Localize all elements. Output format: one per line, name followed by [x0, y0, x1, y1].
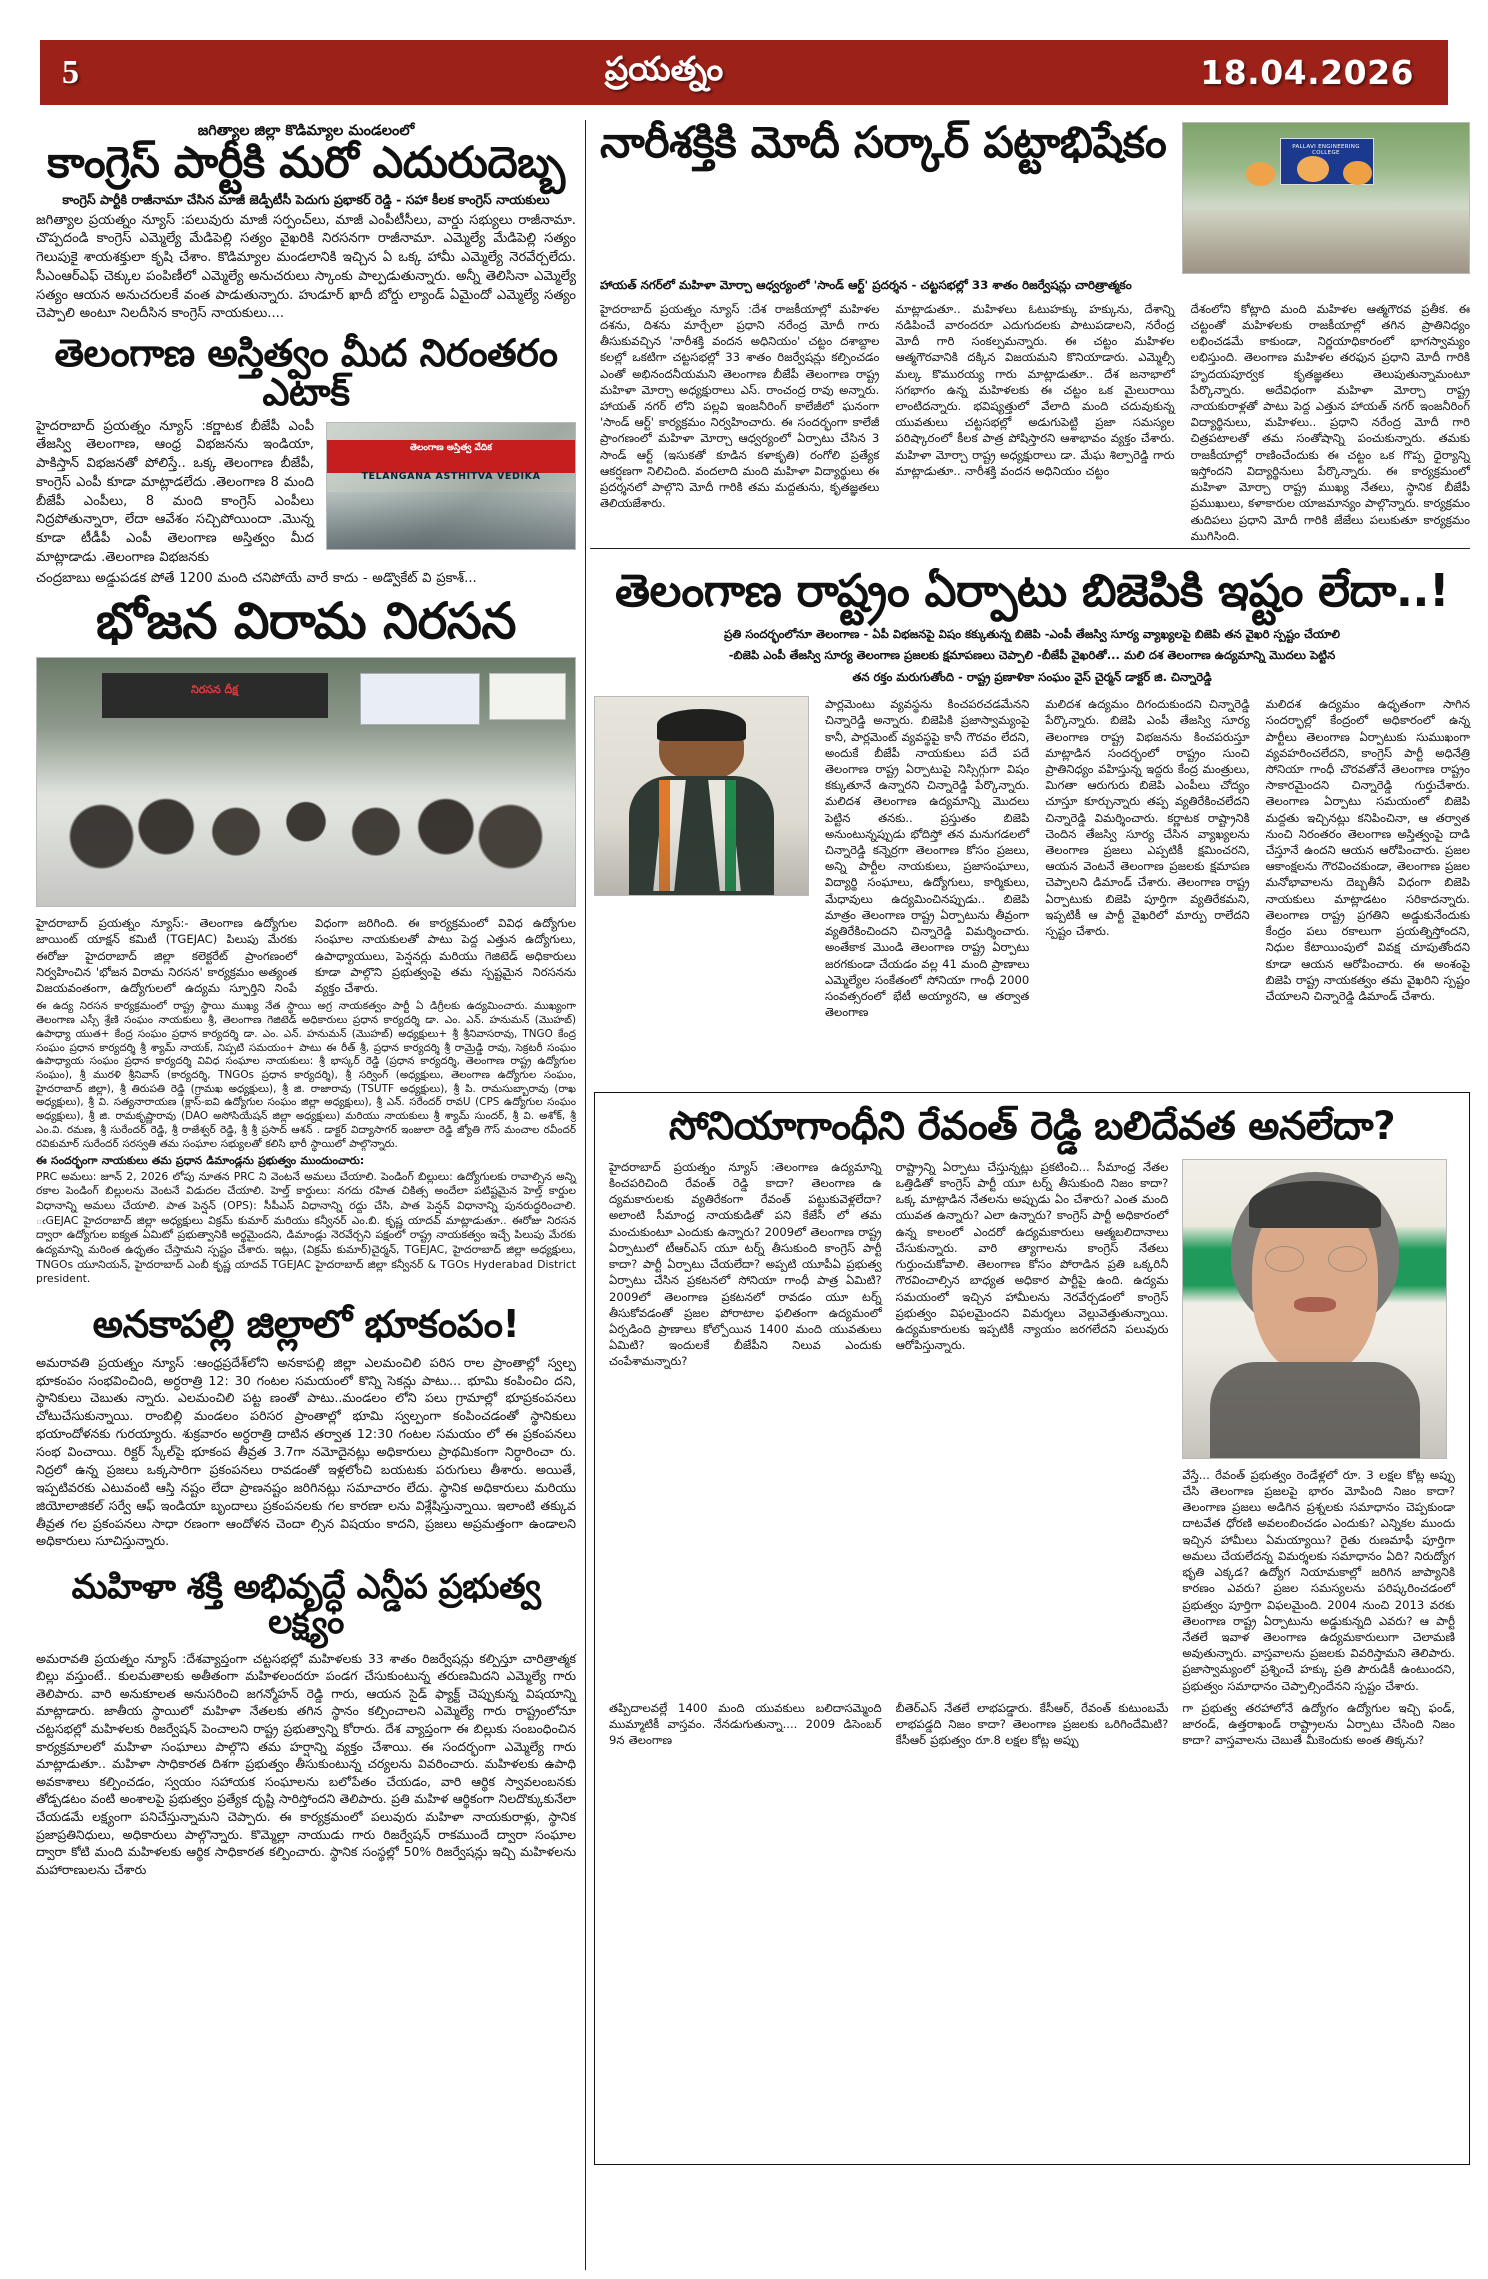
pallavi-college-photo: [1182, 122, 1470, 274]
bhojana-body-3: PRC అమలు: జూన్ 2, 2026 లోపు నూతన PRC ని వెంటనే అమలు చేయాలి. పెండింగ్ బిల్లులు: ఉద్యోగులకు రావాల్సిన అన్ని రకాల పెండింగ్ బిల్లులను వెంటనే విడుదల చేయాలి. హెల్త్ కార్డులు: నగదు రహిత చికిత్స అందేలా పటిష్టమైన హెల్త్ కార్డుల విధానాన్ని అమలు చేయాలి. పాత పెన్షన్ (OPS): సీపీఎస్ విధానాన్ని రద్దు చేసి, పాత పెన్షన్ విధానాన్ని పునరుద్ధరించాలి. ఁGEJAC హైదరాబాద్ జిల్లా అధ్యక్షులు విక్రమ్ కుమార్ మరియు కన్వీనర్ ఎం.బి. కృష్ణ యాదవ్ మాట్లాడుతూ.. ఈరోజు నిరసన ద్వారా ఉద్యోగుల ఐక్యత ఏమిటో ప్రభుత్వానికి అర్థమైందని, డిమాండ్లు నెరవేర్చని పక్షంలో రాష్ట్ర నాయకత్వం ఇచ్చే పిలుపు మేరకు ఉద్యమాన్ని మరింత ఉధృతం చేస్తామని స్పష్టం చేశారు. ఇట్లు, (విక్రమ్ కుమార్)చైర్మన్, TGEJAC, హైదరాబాద్ జిల్లా అధ్యక్షులు, TNGOs యూనియన్, హైదరాబాద్ ఎంబీ కృష్ణ యాదవ్ TGEJAC హైదరాబాద్ జిల్లా కన్వీనర్ & TGOs Hyderabad District president.: [36, 1169, 576, 1286]
modi-body-col3: దేశంలోని కోట్లాది మంది మహిళల ఆత్మగౌరవ ప్రతీక. ఈ చట్టంతో మహిళలకు రాజకీయాల్లో తగిన ప్రాతినిధ్యం లభించడమే కాకుండా, నిర్ణయాధికారంలో భాగస్వామ్యం లభిస్తుంది. తెలంగాణ మహిళల తరఫున ప్రధాని మోదీ గారికి హృదయపూర్వక కృతజ్ఞతలు తెలుపుతున్నామంటూ పేర్కొన్నారు. అదేవిధంగా మహిళా మోర్చా రాష్ట్ర నాయకురాళ్లతో పాటు పెద్ద ఎత్తున హాయత్ నగర్ ఇంజనీరింగ్ విద్యార్థినులు, మహిళలు.. ప్రధాని నరేంద్ర మోదీ గారి చిత్రపటాలతో తమ సంతోషాన్ని పంచుకున్నారు. తమకు రాజకీయాల్లో రాణించేందుకు ఈ చట్టం ఒక గొప్ప ధైర్యాన్ని ఇస్తోందని విద్యార్థినులు పేర్కొన్నారు. ఈ కార్యక్రమంలో మహిళా మోర్చా రాష్ట్ర ముఖ్య నేతలు, స్థానిక బీజేపీ ప్రముఖులు, కళాకారుల యాజమాన్యం పాల్గొన్నారు. కార్యక్రమం తుదిపలు ప్రధాని మోదీ గారికి జేజేలు పలుకుతూ కార్యక్రమం ముగిసింది.: [1190, 301, 1470, 543]
modi-narishakti-subhead: హాయత్ నగర్‌లో మహిళా మోర్చా ఆధ్వర్యంలో 'సాండ్ ఆర్ట్' ప్రదర్శన - చట్టసభల్లో 33 శాతం రిజర్వేషన్లు చారిత్రాత్మకం: [600, 278, 1132, 292]
protest-group-photo: నిరసన దీక్ష: [36, 657, 576, 907]
anakapalli-headline: అనకాపల్లి జిల్లాలో భూకంపం!: [92, 1301, 520, 1346]
publication-title: ప్రయత్నం: [604, 49, 724, 88]
sonia-revanth-headline: సోనియాగాంధీని రేవంత్ రెడ్డి బలిదేవత అనలేదా?: [668, 1104, 1396, 1149]
section-divider-1: [590, 548, 1470, 549]
telangana-attack-body-tail: చంద్రబాబు అడ్డుపడక పోతే 1200 మంది చనిపోయే వారే కాదు - అడ్వొకేట్ వి ప్రకాశ్...: [36, 570, 477, 586]
modi-body-col2: మాట్లాడుతూ.. మహిళలు ఓటుహక్కు హక్కును, దేశాన్ని నడిపించే వారందరూ ఎదుగుదలకు పాటుపడాలని, నరేంద్ర మోదీ గారి సంకల్పమన్నారు. ఈ చట్టం మహిళల ఆత్మగౌరవానికి దక్కిన విజయమని కొనియాడారు. ఎమ్మెల్సీ మల్క కొమురయ్య గారు మాట్లాడుతూ.. దేశ జనాభాలో సగభాగం ఉన్న మహిళలకు ఈ చట్టం ఒక మైలురాయి లాంటిదన్నారు. భవిష్యత్తులో వేలాది మంది చదువుకున్న యువతులు చట్టసభల్లో అడుగుపెట్టి ప్రజా సమస్యల పరిష్కారంలో కీలక పాత్ర పోషిస్తారని ఆశాభావం వ్యక్తం చేశారు. మహిళా మోర్చా రాష్ట్ర అధ్యక్షురాలు డా. మేఘ శిల్పారెడ్డి గారు మాట్లాడుతూ.. నారీశక్తి వందన అధినియం చట్టం: [895, 301, 1175, 478]
bjp-telangana-headline: తెలంగాణ రాష్ట్రం ఏర్పాటు బిజెపికి ఇష్టం లేదా..!: [614, 564, 1450, 617]
article-anakapalli-quake: [36, 1301, 576, 1550]
page-number: 5: [62, 53, 80, 91]
telangana-attack-body: హైదరాబాద్ ప్రయత్నం న్యూస్ :కర్ణాటక బీజేపీ ఎంపీ తేజస్వి తెలంగాణ, ఆంధ్ర విభజనను ఇండియా, పాకిస్తాన్ విభజనతో పోలిస్తే.. ఒక్క తెలంగాణ బీజేపీ, కాంగ్రెస్ ఎంపీ కూడా మాట్లాడలేదు .తెలంగాణ 8 మంది బీజేపీ ఎంపీలు, 8 మంది కాంగ్రెస్ ఎంపీలు నిద్రపోతున్నారా, లేదా ఆవేశం సచ్చిపోయిందా .మొన్న కూడా టీడీపీ ఎంపీ తెలంగాణ అస్తిత్వం మీద మాట్లాడాడు .తెలంగాణ విభజనకు: [36, 418, 314, 565]
college-banner-text: PALLAVI ENGINEERING COLLEGE: [1292, 144, 1360, 156]
telangana-attack-headline: తెలంగాణ అస్తిత్వం మీద నిరంతరం ఎటాక్: [54, 331, 558, 414]
congress-kicker: జగిత్యాల జిల్లా కొడిమ్యాల మండలంలో: [197, 123, 415, 139]
sonia-gandhi-photo: [1182, 1159, 1447, 1459]
bjp-subhead-line1: ప్రతి సందర్భంలోనూ తెలంగాణ - ఏపీ విభజనపై విషం కక్కుతున్న బిజెపి -ఎంపీ తేజస్వి సూర్య వ్యాఖ్యలపై బిజెపి తన వైఖరి స్పష్టం చేయాలి: [723, 626, 1341, 641]
congress-headline: కాంగ్రెస్ పార్టీకి మరో ఎదురుదెబ్బ: [47, 138, 565, 189]
article-modi-narishakti: [600, 118, 1470, 544]
sonia-body-col3: వేస్తే... రేవంత్ ప్రభుత్వం రెండేళ్లలో రూ. 3 లక్షల కోట్ల అప్పు చేసి తెలంగాణ ప్రజలపై భారం మోపింది నిజం కాదా? తెలంగాణ ప్రజలు అడిగిన ప్రశ్నలకు సమాధానం చెప్పకుండా దాటవేత ధోరణి అవలంబించడం ఎందుకు? ఎన్నికల ముందు ఇచ్చిన హామీలు ఏమయ్యాయి? రైతు రుణమాఫీ పూర్తిగా అమలు చేయలేదన్న విమర్శలకు సమాధానం ఏది? నిరుద్యోగ భృతి ఎక్కడ? ఉద్యోగ నియామకాల్లో జరిగిన జాప్యానికి కారణం ఎవరు? ప్రజల సమస్యలను పరిష్కరించడంలో ప్రభుత్వం పూర్తిగా విఫలమైంది. 2004 నుంచి 2013 వరకు తెలంగాణ రాష్ట్ర ఏర్పాటును అడ్డుకున్నది ఎవరు? ఆ పార్టీ నేతలే ఇవాళ తెలంగాణ ఉద్యమకారులుగా చెలామణి అవుతున్నారు. వాస్తవాలను ప్రజలకు వివరిస్తామని తెలిపారు. ప్రజాస్వామ్యంలో ప్రశ్నించే హక్కు ప్రతి పౌరుడికీ ఉంటుందని, ప్రభుత్వం సమాధానం చెప్పాల్సిందేనని స్పష్టం చేశారు.: [1182, 1467, 1456, 1693]
sonia-tail-col1: తప్పిదాలవల్లే 1400 మంది యువకులు బలిదాసమ్మెంది ముమ్మాటికీ వాస్తవం. నేనడుగుతున్నా.... 2009 డిసెంబర్ 9న తెలంగాణ: [609, 1700, 882, 1748]
article-congress-setback: [36, 122, 576, 324]
mahila-shakti-headline: మహిళా శక్తి అభివృద్ధే ఎన్డీప ప్రభుత్వ లక్ష్యం: [71, 1567, 541, 1642]
article-telangana-attack: [36, 331, 576, 588]
sonia-body-col2: రాష్ట్రాన్ని ఏర్పాటు చేస్తున్నట్లు ప్రకటించి... సీమాంధ్ర నేతల ఒత్తిడితో కాంగ్రెస్ పార్టీ యూ టర్న్ తీసుకుంది నిజం కాదా? ఒక్క మాట్లాడిన నేతలను అప్పుడు ఏం చేశారు? ఎంత మంది యువత ఉన్నారు? ఎలా ఉన్నారు? కాంగ్రెస్ పార్టీ అధికారంలో ఉన్న కాలంలో ఎందరో ఉద్యమకారులు ఆత్మబలిదానాలు చేసుకున్నారు. వారి త్యాగాలను కాంగ్రెస్ నేతలు గుర్తుంచుకోవాలి. తెలంగాణ కోసం పోరాడిన ప్రతి ఒక్కరినీ గౌరవించాల్సిన బాధ్యత అధికార పార్టీపై ఉంది. ఉద్యమ సమయంలో ఇచ్చిన హామీలను నెరవేర్చడంలో కాంగ్రెస్ ప్రభుత్వం విఫలమైందని విమర్శలు వెల్లువెత్తుతున్నాయి. ఉద్యమకారులకు ఇప్పటికీ న్యాయం జరగలేదని పలువురు ఆరోపిస్తున్నారు.: [895, 1159, 1169, 1353]
telangana-vedika-photo: [326, 422, 576, 550]
bjp-subhead-line2: -బిజెపి ఎంపీ తేజస్వి సూర్య తెలంగాణ ప్రజలకు క్షమాపణలు చెప్పాలి -బీజేపీ వైఖరితో... మలి దశ తెలంగాణ ఉద్యమాన్ని మొదలు పెట్టిన: [728, 648, 1336, 663]
sonia-tail-col3: గా ప్రభుత్వ తరహాలోనే ఉద్యోగం ఉద్యోగుల ఇచ్చి ఫండ్, జారండ్, ఉత్తరాఖండ్ రాష్ట్రాలను ఏర్పాటు చేసింది నిజం కాదా? వాస్తవాలను చెబుతే మీకెందుకు అంత తిక్కను?: [1182, 1700, 1456, 1748]
article-bjp-telangana: [594, 556, 1470, 1020]
column-divider-1: [585, 120, 586, 2270]
publication-date: 18.04.2026: [1200, 53, 1414, 92]
sonia-body-col1: హైదరాబాద్ ప్రయత్నం న్యూస్ :తెలంగాణ ఉద్యమాన్ని కించపరిచింది రేవంత్ రెడ్డి కాదా? తెలంగాణ ఉ ద్యమకారులకు వ్యతిరేకంగా రేవంత్ పట్టుకువెళ్లలేదా? అలాంటి సీమాంధ్ర నాయకుడితో పని కేజేసీ లో తమ మంచుకుంటూ ఎందుకు ఉన్నారు? 2009లో తెలంగాణ రాష్ట్ర ఏర్పాటులో టీఆర్ఎస్ యూ టర్న్ తీసుకుంది కాంగ్రెస్ పార్టీ కాదా? పార్టీ ఏర్పాటు చేయలేదా? అప్పటి యూపీఏ ప్రభుత్వ ఏర్పాటు చేసిన ప్రకటనలో సోనియా గాంధీ పాత్ర ఏమిటి? 2009లో తెలంగాణ ప్రకటనలో రావడం యూ టర్న్ తీసుకోవడంతో ప్రజల పోరాటాల ఫలితంగా ఉద్యమంలో ఏర్పడింది ప్రాణాలు కోల్పోయిన 1400 మంది యువతులు ఏమిటి? ఇందులకే బీజేపీని నిలువ ఎందుకు చంపేశామన్నారు?: [609, 1159, 882, 1369]
bjp-body-col3: మలిదశ ఉద్యమం ఉధృతంగా సాగిన సందర్భాల్లో కేంద్రంలో అధికారంలో ఉన్న పార్టీలు తెలంగాణ ఏర్పాటుకు సుముఖంగా వ్యవహరించలేదని, కాంగ్రెస్ పార్టీ అధినేత్రి సోనియా గాంధీ చొరవతోనే తెలంగాణ రాష్ట్రం సాకారమైందని చిన్నారెడ్డి గుర్తుచేశారు. తెలంగాణ ఏర్పాటు సమయంలో బిజెపి మద్దతు ఇచ్చినట్లు కనిపించినా, ఆ తర్వాత నుంచి నిరంతరం తెలంగాణ అస్తిత్వంపై దాడి చేస్తూనే ఉందని ఆయన ఆరోపించారు. ప్రజల ఆకాంక్షలను గౌరవించకుండా, తెలంగాణ ప్రజల మనోభావాలను దెబ్బతీసే విధంగా బిజెపి నాయకులు మాట్లాడటం సరికాదన్నారు. తెలంగాణ రాష్ట్ర ప్రగతిని అడ్డుకునేందుకు కేంద్రం పలు రకాలుగా ప్రయత్నిస్తోందని, నిధుల కేటాయింపులో వివక్ష చూపుతోందని కూడా ఆయన ఆరోపించారు. ఈ అంశంపై బిజెపి రాష్ట్ర నాయకత్వం తమ వైఖరిని స్పష్టం చేయాలని చిన్నారెడ్డి డిమాండ్ చేశారు.: [1265, 697, 1470, 1003]
left-column: [36, 122, 576, 1879]
congress-subhead: కాంగ్రెస్ పార్టీకి రాజీనామా చేసిన మాజీ జెడ్పీటీసీ పెదుగు ప్రభాకర్ రెడ్డి - సహా కీలక కాంగ్రెస్ నాయకులు: [62, 191, 550, 207]
masthead-banner: [40, 40, 1448, 105]
mahila-shakti-body: అమరావతి ప్రయత్నం న్యూస్ :దేశవ్యాప్తంగా చట్టసభల్లో మహిళలకు 33 శాతం రిజర్వేషన్లు కల్పిస్తూ చారిత్రాత్మక బిల్లు వస్తుంటే.. కులమతాలకు అతీతంగా మహిళలందరూ పండగ చేసుకుంటున్న తరుణమిదని ఎమ్మెల్యే గారు తెలిపారు. వారి అనుకూలత అనుసరించి జగన్మోహన్ రెడ్డి గారు, ఆయన సైడ్ ఫ్యాక్ట్ చెప్పుకున్న విషయాన్ని మాట్లాడారు. జాతీయ స్థాయిలో మహిళా నేతలకు తగిన స్థానం కల్పించాలని ఎమ్మెల్యే గారు రాష్ట్రంలోనూ చట్టసభల్లో మహిళలకు రిజర్వేషన్ పెంచాలని రాష్ట్ర ప్రభుత్వాన్ని కోరారు. దేశ వ్యాప్తంగా ఈ బిల్లుకు సంబంధించిన కార్యక్రమాలలో మహిళా సంఘాలు పాల్గొని తమ హర్షాన్ని వ్యక్తం చేశాయి. ఈ సందర్భంగా ఎమ్మెల్యే గారు మాట్లాడుతూ.. మహిళా సాధికారత దిశగా ప్రభుత్వం తీసుకుంటున్న చర్యలను వివరించారు. మహిళలకు ఉపాధి అవకాశాలు కల్పించడం, స్వయం సహాయక సంఘాలను బలోపేతం చేయడం, వారి ఆర్థిక స్వావలంబనకు తోడ్పడటం వంటి అంశాలపై ప్రభుత్వం ప్రత్యేక దృష్టి సారిస్తోందని తెలిపారు. ప్రతి మహిళ ఆర్థికంగా నిలదొక్కుకునేలా చేయడమే లక్ష్యంగా పనిచేస్తున్నామని చెప్పారు. ఈ కార్యక్రమంలో పలువురు మహిళా నాయకురాళ్లు, స్థానిక ప్రజాప్రతినిధులు, అధికారులు పాల్గొన్నారు. కొమ్మెల్లా నాయుడు గారు రిజర్వేషన్ రాకముందే ద్వారా సంఘాల ద్వారా కోటి మంది మహిళలకు ఆర్థిక సాధికారత కల్పించారు. స్థానిక సంస్థల్లో 50% రిజర్వేషన్లు ఇచ్చి మహిళలను మహారాణులను చేశారు: [36, 1650, 576, 1877]
article-mahila-shakti: [36, 1567, 576, 1878]
article-sonia-revanth: [594, 1092, 1470, 2165]
anakapalli-body: అమరావతి ప్రయత్నం న్యూస్ :ఆంధ్రప్రదేశ్‌లోని అనకాపల్లి జిల్లా ఎలమంచిలి పరిస రాల ప్రాంతాల్లో స్వల్ప భూకంపం సంభవించింది, అర్ధరాత్రి 12: 30 గంటల సమయంలో కొన్ని సెకన్లు పాటు... భూమి కంపించిం దని, స్థానికులు చెబుతు న్నారు. ఎలమంచిలి పట్ట ణంతో పాటు..మండలం లోని పలు గ్రామాల్లో భూప్రకంపనలు చోటుచేసుకున్నాయి. రాంబిల్లి మండలం పరిసర ప్రాంతాల్లో భూమి స్వల్పంగా కంపించడంతో స్థానికులు భయాందోళనకు గురయ్యారు. శుక్రవారం అర్ధరాత్రి దాటిన తర్వాత 12:30 గంటల సమయం లో ఈ ప్రకంపనలు సంభ వించాయి. రిక్టర్ స్కేల్‌పై భూకంప తీవ్రత 3.7గా నమోదైనట్లు అధికారులు ప్రాథమికంగా నిర్ధారించా రు. నిద్రలో ఉన్న ప్రజలు ఒక్కసారిగా ప్రకంపనలు రావడంతో ఇళ్లలోంచి బయటకు పరుగులు తీశారు. అయితే, ఇప్పటివరకు ఎటువంటి ఆస్తి నష్టం లేదా ప్రాణనష్టం జరిగినట్లు సమాచారం లేదు. స్థానిక అధికారులు మరియు జియోలాజికల్ సర్వే ఆఫ్ ఇండియా బృందాలు ప్రకంపనలకు గల కారణా లను విశ్లేషిస్తున్నాయి. ఇలాంటి తక్కువ తీవ్రత గల ప్రకంపనలు సాధా రణంగా ఆందోళన చెందా ల్సిన విషయం కాదని, ప్రజలు అప్రమత్తంగా ఉండాలని అధికారులు సూచిస్తున్నారు.: [36, 1354, 576, 1549]
bhojana-body-2: ఈ ఉద్య నిరసన కార్యక్రమంలో రాష్ట్ర స్థాయి ముఖ్య నేత స్థాయి అగ్ర నాయకత్వం పార్టీ ఏ డిగ్రీలకు ఉద్యమించారు. ముఖ్యంగా తెలంగాణ ఎస్సీ శ్రేణి సంఘం నాయకులు శ్రీ, తెలంగాణ గెజిటెడ్ అధికారులు ప్రధాన కార్యదర్శి డా. ఎం. ఎన్. హనుమన్ (మొహబ్) ఉపాధ్యా యుత+ కేంద్ర సంఘం ప్రధాన కార్యదర్శి డా. ఎం. ఎన్. హనుమన్ (మొహబ్) అధ్యక్షులు+ శ్రీ శ్రీనివాసరావు, TNGO కేంద్ర సంఘం ప్రధాన కార్యదర్శి శ్రీ శ్యామ్ నాయక్, నిప్పటి సమయం+ పాటు ఈ రీత్ శ్రీ, ప్రధాన కార్యదర్శి శ్రీ రామ్రెడ్డి రావు, సెక్రటరీ సంఘం ఉపాధ్యాయ సంఘం ప్రధాన కార్యదర్శి వివిధ సంఘాల నాయకులు: శ్రీ భాస్కర్ రెడ్డి (ప్రధాన కార్యదర్శి, తెలంగాణ రాష్ట్ర ఉద్యోగుల సంఘం), శ్రీ మురళి శ్రీనివాస్ (కార్యదర్శి, TNGOs ప్రధాన కార్యదర్శి), శ్రీ సర్వింగ్ (అధ్యక్షులు, తెలంగాణ ఉద్యోగుల సంఘం, హైదరాబాద్ జిల్లా), శ్రీ తిరుపతి రెడ్డి (గ్రామఖ అధ్యక్షులు), శ్రీ జి. రాజారావు (TSUTF అధ్యక్షులు), శ్రీ పి. రామసుబ్బారావు (రాఖ అధ్యక్షులు), శ్రీ వి. సత్యనారాయణ (క్లాస్-ఐవి ఉద్యోగుల సంఘం జిల్లా అధ్యక్షులు), శ్రీ ఎన్. సరేందర్ రావU (CPS ఉద్యోగుల సంఘం అధ్యక్షులు), శ్రీ జి. రామకృష్ణారావు (DAO అసోసియేషన్ జిల్లా అధ్యక్షులు) మరియు నాయకులు శ్రీ శ్యామ్ సుందర్, శ్రీ వి. అశోక్, శ్రీ ఎం.వి. రమణ, శ్రీ సురేందర్ రెడ్డి, శ్రీ రాజేశ్వర్ రెడ్డి, శ్రీ శ్రీ ప్రసాద్ ఆశన్ . డాక్టర్ విద్యాసాగర్ ఇంజులా రెడ్డి జ్యోతి గౌస్ మంచాల రవీందర్ రవికుమార్ సురేందర్ సరస్వతి తమ సంఘాల సభ్యులతో కలిసి భారీ స్థాయిలో పాల్గొన్నారు.: [36, 1000, 576, 1150]
sonia-tail-col2: బీతెర్ఎస్ నేతలే లాభపడ్డారు. కేసీఆర్, రేవంత్ కుటుంబమే లాభపడ్డది నిజం కాదా? తెలంగాణ ప్రజలకు ఒరిగిందేమిటి? కేసీఆర్ ప్రభుత్వం రూ.8 లక్షల కోట్ల అప్పు: [895, 1700, 1169, 1748]
article-bhojana-virama: [36, 592, 576, 1287]
bhojana-body-1: హైదరాబాద్ ప్రయత్నం న్యూస్:- తెలంగాణ ఉద్యోగుల జాయింట్ యాక్షన్ కమిటీ (TGEJAC) పిలుపు మేరకు ఈరోజు హైదరాబాద్ జిల్లా కలెక్టరేట్ ప్రాంగణంలో నిర్వహించిన 'భోజన విరామ నిరసన' కార్యక్రమం అత్యంత విజయవంతంగా, ఉద్యోగులలో ఉద్యమ స్ఫూర్తిని నింపే విధంగా జరిగింది. ఈ కార్యక్రమంలో వివిధ ఉద్యోగుల సంఘాల నాయకులతో పాటు పెద్ద ఎత్తున ఉద్యోగులు, ఉపాధ్యాయులు, పెన్షనర్లు మరియు గెజిటెడ్ అధికారులు కూడా పాల్గొని ప్రభుత్వంపై తమ స్పష్టమైన నిరసనను వ్యక్తం చేశారు.: [36, 916, 576, 996]
photo-banner-english: TELANGANA ASTHITVA VEDIKA: [361, 470, 541, 482]
modi-narishakti-headline: నారీశక్తికి మోదీ సర్కార్ పట్టాభిషేకం: [600, 118, 1167, 168]
modi-body-col1: హైదరాబాద్ ప్రయత్నం న్యూస్ :దేశ రాజకీయాల్లో మహిళల దశను, దిశను మార్చేలా ప్రధాని నరేంద్ర మోదీ గారు తీసుకువచ్చిన 'నారీశక్తి వందన అధినియం' చట్టం దశాబ్దాల కలల్లో ఒకటిగా చట్టసభల్లో 33 శాతం రిజర్వేషన్లు కల్పించడం ఎంతో అభినందనీయమని తెలంగాణ బీజేపీ తెలంగాణ రాష్ట్ర మహిళా మోర్చా అధ్యక్షురాలు ఎస్. రాంచంద్ర రావు అన్నారు. హాయత్ నగర్ లోని పల్లవి ఇంజనీరింగ్ కాలేజీలో ఘనంగా 'సాండ్ ఆర్ట్' కార్యక్రమం నిర్వహించారు. ఈ సందర్భంగా కాలేజీ ప్రాంగణంలో మహిళా మోర్చా ఆధ్వర్యంలో ఏర్పాటు చేసిన 3 సాండ్ ఆర్ట్ (ఇసుకతో కూడిన కళాకృతి) రంగోలి ప్రత్యేక ఆకర్షణగా నిలిచింది. వందలాది మంది మహిళా విద్యార్థులు ఈ ప్రదర్శనలో పాల్గొని మోదీ గారికి తమ మద్దతును, కృతజ్ఞతలు తెలియజేశారు.: [600, 301, 880, 511]
photo-banner-telugu: తెలంగాణ అస్తిత్వ వేదిక: [410, 442, 492, 453]
bjp-body-col1: పార్లమెంటు వ్యవస్థను కించపరచడమేనని చిన్నారెడ్డి అన్నారు. బిజెపికి ప్రజాస్వామ్యంపై కానీ, పార్లమెంట్ వ్యవస్థపై కానీ గౌరవం లేదని, అందుకే బీజేపీ నాయకులు పదే పదే తెలంగాణ రాష్ట్ర ఏర్పాటుపై నిస్సిగ్గుగా విషం కక్కుతూనే ఉన్నారని చిన్నారెడ్డి పేర్కొన్నారు. మలిదశ తెలంగాణ ఉద్యమాన్ని మొదలు పెట్టిన తనకు.. ప్రస్తుతం బిజెపి అనుంటున్నప్పుడు భోదిస్తో తన మనుగడలలో చిన్నారెడ్డి కన్నెర్రగా తెలంగాణ కోసం ప్రజలు, అన్ని పార్టీల నాయకులు, ప్రజాసంఘాలు, విద్యార్థి సంఘాలు, ఉద్యోగులు, కార్మికులు, మేధావులు ఉద్యమించినప్పుడు.. బిజెపి మాత్రం తెలంగాణ రాష్ట్ర ఏర్పాటును తీవ్రంగా వ్యతిరేకించిందని చిన్నారెడ్డి విమర్శించారు. అంతేకాక మొండి తెలంగాణ రాష్ట్ర ఏర్పాటు జరగకుండా చేయడం వల్ల 41 మంది ప్రాణాలు ఎమ్మెల్యేల సంకేతంలో సోనియా గాంధీ 2000 సంవత్సరంలో భేటీ అయ్యారని, ఆ తర్వాత తెలంగాణ: [825, 697, 1030, 1020]
bjp-body-col2: మలిదశ ఉద్యమం దిగందుకుందని చిన్నారెడ్డి పేర్కొన్నారు. బిజెపి ఎంపీ తేజస్వి సూర్య తెలంగాణ రాష్ట్ర విభజనను కించపరుస్తూ మాట్లాడిన సందర్భంలో రాష్ట్రం సుంచి ప్రాతినిధ్యం వహిస్తున్న ఇద్దరు కేంద్ర మంత్రులు, మిగతా ఆరుగురు బిజెపి ఎంపీలు చోద్యం చూస్తూ కూర్చున్నారు తప్ప వ్యతిరేకించలేదని చిన్నారెడ్డి విమర్శించారు. కర్ణాటక రాష్ట్రానికి చెందిన తేజస్వి సూర్య చేసిన వ్యాఖ్యలను తెలంగాణ ప్రజలు ఎప్పటికీ క్షమించరని, ఆయన వెంటనే తెలంగాణ ప్రజలకు క్షమాపణ చెప్పాలని డిమాండ్ చేశారు. తెలంగాణ రాష్ట్ర ఏర్పాటుకు బిజెపి పూర్తిగా వ్యతిరేకమని, ఇప్పటికీ ఆ పార్టీ వైఖరిలో మార్పు రాలేదని స్పష్టం చేశారు.: [1045, 697, 1250, 939]
bhojana-headline: భోజన విరామ నిరసన: [96, 592, 516, 651]
bjp-subhead-line3: తన రక్తం మరుగుతోంది - రాష్ట్ర ప్రణాళికా సంఘం వైస్ చైర్మన్ డాక్టర్ జి. చిన్నారెడ్డి: [852, 669, 1212, 684]
bhojana-demands-lead: ఈ సందర్భంగా నాయకులు తమ ప్రధాన డిమాండ్లను ప్రభుత్వం ముందుంచారు:: [36, 1154, 365, 1168]
congress-body: జగిత్యాల ప్రయత్నం న్యూస్ :పలువురు మాజీ సర్పంచ్‌లు, మాజీ ఎంపీటీసీలు, వార్డు సభ్యులు రాజీనామా. చొప్పదండి కాంగ్రెస్ ఎమ్మెల్యే మేడిపెల్లి సత్యం వైఖరికి నిరసనగా రాజీనామా. ఎమ్మెల్యే మేడిపెల్లి సత్యం గెలుపుకై శాయశక్తులా కృషి చేశాం. కొడిమ్యాల మండలానికి ఇచ్చిన ఏ ఒక్క హామీ ఎమ్మెల్యే నెరవేర్చలేదు. సీఎంఆర్ఎఫ్ చెక్కుల పంపిణీలో ఎమ్మెల్యే అనుచరులు స్కాంకు పాల్పడుతున్నారు. అన్నీ తెలిసినా ఎమ్మెల్యే సత్యం ఆయన అనుచరులకే వంత పాడుతున్నారు. హుడూర్ ఖాదీ బోర్డు ల్యాండ్ ఏమైందో ఎమ్మెల్యే సత్యం చెప్పాలి అంటూ నిలదీసిన కాంగ్రెస్ నాయకులు....: [36, 212, 576, 322]
chinna-reddy-portrait: [594, 696, 809, 896]
